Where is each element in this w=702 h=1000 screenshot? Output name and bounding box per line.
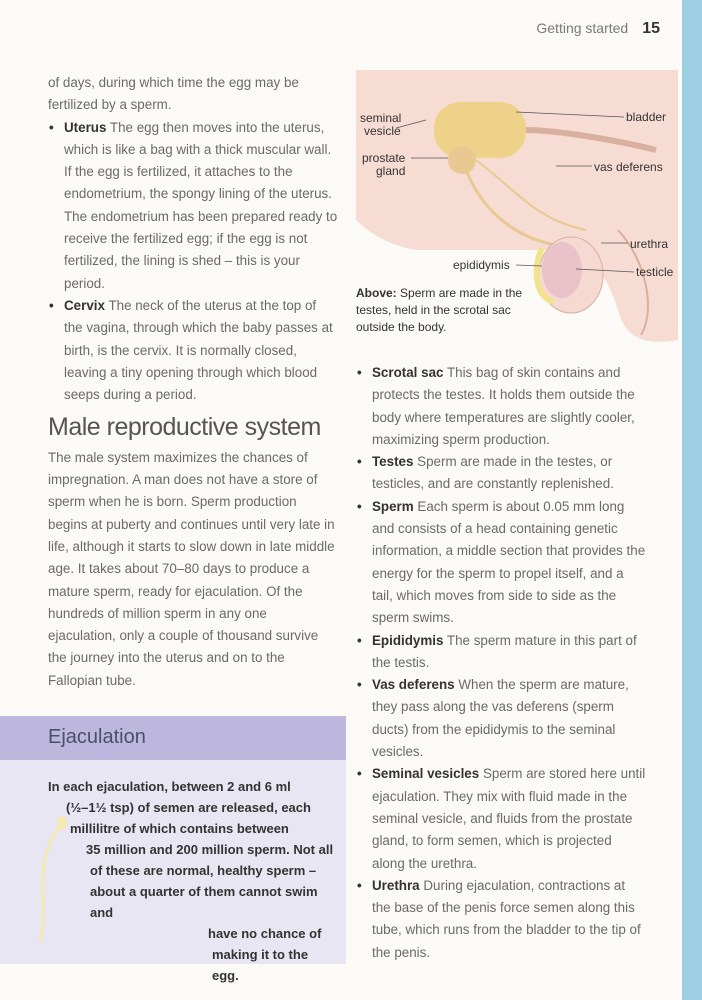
header-section: Getting started bbox=[536, 20, 629, 36]
svg-text:vesicle: vesicle bbox=[364, 124, 401, 138]
section-heading: Male reproductive system bbox=[48, 413, 321, 442]
list-item-epididymis: • Epididymis The sperm mature in this part of the testis. bbox=[356, 630, 646, 675]
svg-text:bladder: bladder bbox=[626, 110, 667, 124]
list-item-testes: • Testes Sperm are made in the testes, or testicles, and are constantly replenished. bbox=[356, 451, 646, 496]
box-body: In each ejaculation, between 2 and 6 ml (½–1½ tsp) of semen are released, each millilitre of which contains between 35 million and 200 million sperm. Not all of these are normal, healthy sperm – about a quarter of them cannot swim and have no chance of making it to the egg. bbox=[48, 779, 334, 983]
ejaculation-box bbox=[0, 716, 346, 983]
list-item-seminal-vesicles: • Seminal vesicles Sperm are stored here until ejaculation. They mix with fluid made in the seminal vesicle, and fluids from the prostate gland, to form semen, which is projected along the urethra. bbox=[356, 763, 646, 874]
diagram-caption: Above: Sperm are made in the testes, held in the scrotal sac outside the body. bbox=[356, 286, 523, 334]
list-item-scrotal-sac: • Scrotal sac This bag of skin contains and protects the testes. It holds them outside the body where temperatures are slightly cooler, maximizing sperm production. bbox=[356, 362, 646, 451]
list-item-vas-deferens: • Vas deferens When the sperm are mature, they pass along the vas deferens (sperm ducts) from the epididymis to the seminal vesicles. bbox=[356, 674, 646, 763]
svg-text:urethra: urethra bbox=[630, 237, 669, 251]
intro-text: of days, during which time the egg may be fertilized by a sperm. bbox=[48, 75, 299, 113]
bladder-shape bbox=[434, 102, 526, 158]
left-column bbox=[48, 72, 338, 692]
svg-text:testicle: testicle bbox=[636, 265, 674, 279]
svg-text:seminal: seminal bbox=[360, 111, 402, 125]
prostate-shape bbox=[448, 146, 476, 174]
page-number: 15 bbox=[642, 20, 660, 37]
box-title: Ejaculation bbox=[48, 726, 146, 748]
svg-text:prostate: prostate bbox=[362, 151, 406, 165]
female-organ-list bbox=[48, 117, 338, 407]
list-item-sperm: • Sperm Each sperm is about 0.05 mm long and consists of a head containing genetic information, a middle section that provides the energy for the sperm to propel itself, and a tail, which moves from side to side as the sperm swims. bbox=[356, 496, 646, 630]
list-item-cervix: • Cervix The neck of the uterus at the top of the vagina, through which the baby passes at birth, is the cervix. It is normally closed, leaving a tiny opening through which blood seeps during a period. bbox=[48, 295, 338, 406]
svg-text:epididymis: epididymis bbox=[453, 258, 510, 272]
svg-text:vas deferens: vas deferens bbox=[594, 160, 663, 174]
running-header bbox=[500, 20, 660, 40]
testicle-shape bbox=[542, 242, 582, 298]
right-column bbox=[356, 362, 646, 964]
list-item-urethra: • Urethra During ejaculation, contractions at the base of the penis force semen along this tube, which runs from the bladder to the tip of the penis. bbox=[356, 875, 646, 964]
caption-lead: Above: bbox=[356, 286, 397, 300]
list-item-uterus: • Uterus The egg then moves into the uterus, which is like a bag with a thick muscular wall. If the egg is fertilized, it attaches to the endometrium, the spongy lining of the uterus. The endometrium has been prepared ready to receive the fertilized egg; if the egg is not fertilized, the lining is shed – this is your period. bbox=[48, 117, 338, 295]
svg-text:gland: gland bbox=[376, 164, 406, 178]
male-system-paragraph: The male system maximizes the chances of impregnation. A man does not have a store of sperm when he is born. Sperm production begins at puberty and continues until very late in life, although it starts to slow down in late middle age. It takes about 70–80 days to produce a mature sperm, ready for ejaculation. Of the hundreds of million sperm in any one ejaculation, only a couple of thousand survive the journey into the uterus and on to the Fallopian tube. bbox=[48, 449, 335, 688]
term-uterus: Uterus bbox=[64, 119, 107, 135]
page-edge-tab bbox=[682, 0, 702, 1000]
term-cervix: Cervix bbox=[64, 297, 105, 313]
male-organ-list bbox=[356, 362, 646, 964]
